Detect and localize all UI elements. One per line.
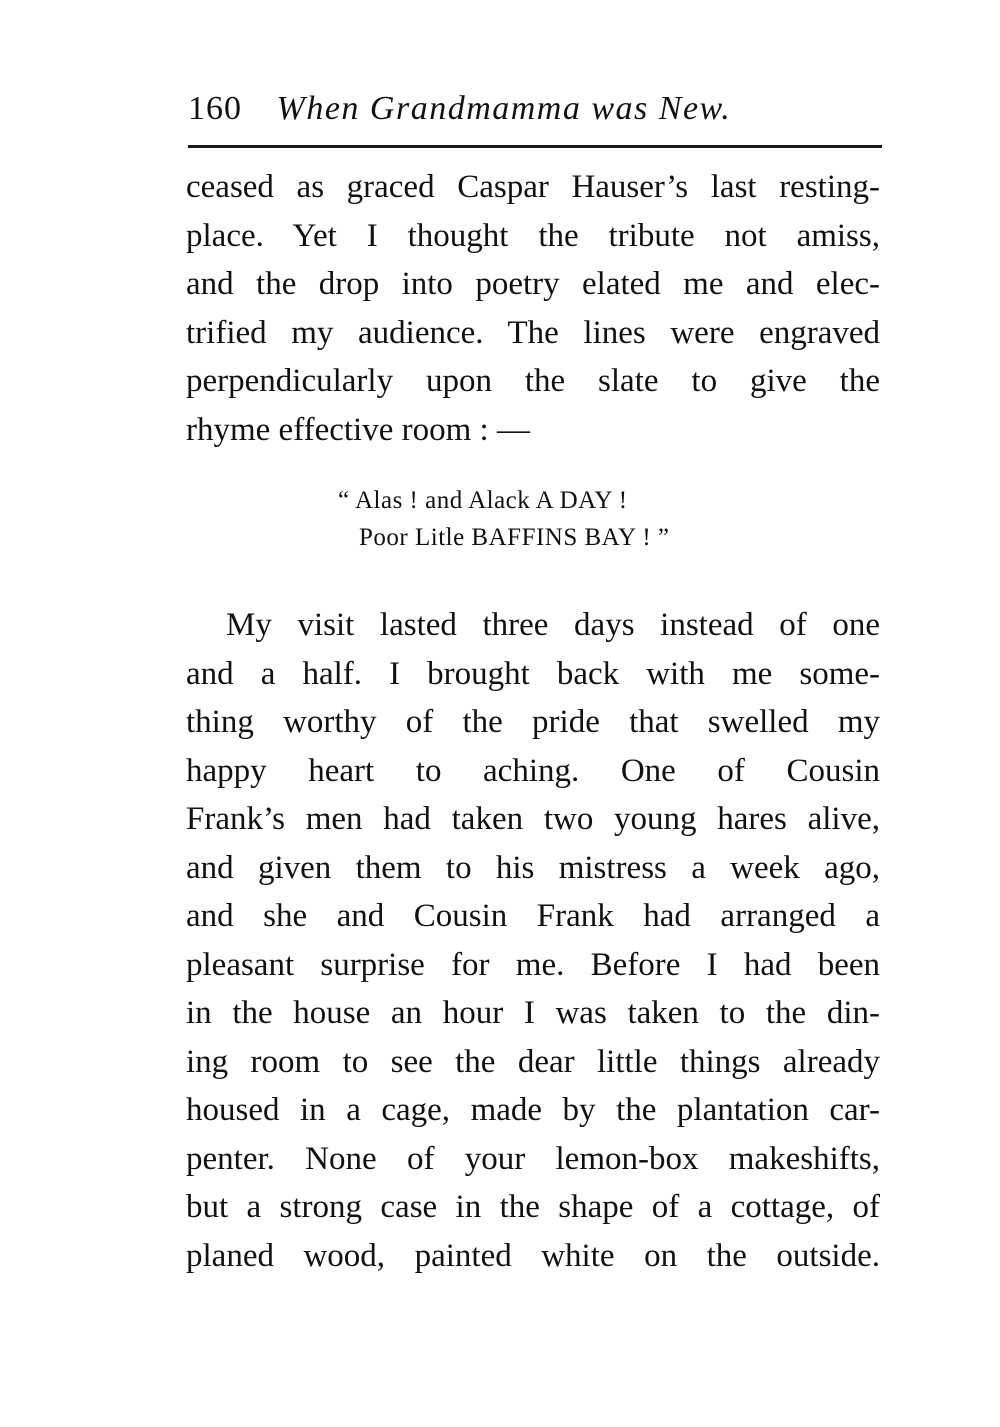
text-line: thing worthy of the pride that swelled my [186, 704, 880, 740]
running-title: When Grandmamma was New. [276, 90, 732, 127]
page-number: 160 [188, 90, 242, 127]
text-line: in the house an hour I was taken to the din- [186, 995, 880, 1031]
verse-quote [300, 482, 800, 556]
text-line: and the drop into poetry elated me and elec- [186, 266, 880, 302]
text-line: Frank’s men had taken two young hares alive, [186, 801, 880, 837]
text-line: housed in a cage, made by the plantation car- [186, 1092, 880, 1128]
text-line: place. Yet I thought the tribute not amiss, [186, 217, 880, 254]
text-line: happy heart to aching. One of Cousin [186, 752, 880, 789]
verse-line: “ Alas ! and Alack A DAY ! [338, 487, 628, 514]
text-line: penter. None of your lemon-box makeshifts, [186, 1140, 880, 1177]
header-rule [188, 145, 882, 148]
text-line: rhyme effective room : — [186, 411, 530, 448]
text-line: and she and Cousin Frank had arranged a [186, 898, 880, 934]
text-line: but a strong case in the shape of a cottage, of [186, 1189, 880, 1225]
text-line: planed wood, painted white on the outside. [186, 1237, 880, 1274]
text-line: pleasant surprise for me. Before I had been [186, 946, 880, 983]
text-line: and a half. I brought back with me some- [186, 655, 880, 692]
text-line: trified my audience. The lines were engraved [186, 314, 880, 351]
paragraph-continued [186, 163, 880, 454]
running-head [188, 84, 888, 134]
text-line: ceased as graced Caspar Hauser’s last resting- [186, 169, 880, 205]
text-line: and given them to his mistress a week ago, [186, 849, 880, 886]
verse-line: Poor Litle BAFFINS BAY ! ” [359, 524, 670, 551]
paragraph [186, 601, 880, 1280]
text-line: perpendicularly upon the slate to give the [186, 363, 880, 399]
text-line: ing room to see the dear little things already [186, 1043, 880, 1080]
text-line: My visit lasted three days instead of one [226, 607, 880, 643]
